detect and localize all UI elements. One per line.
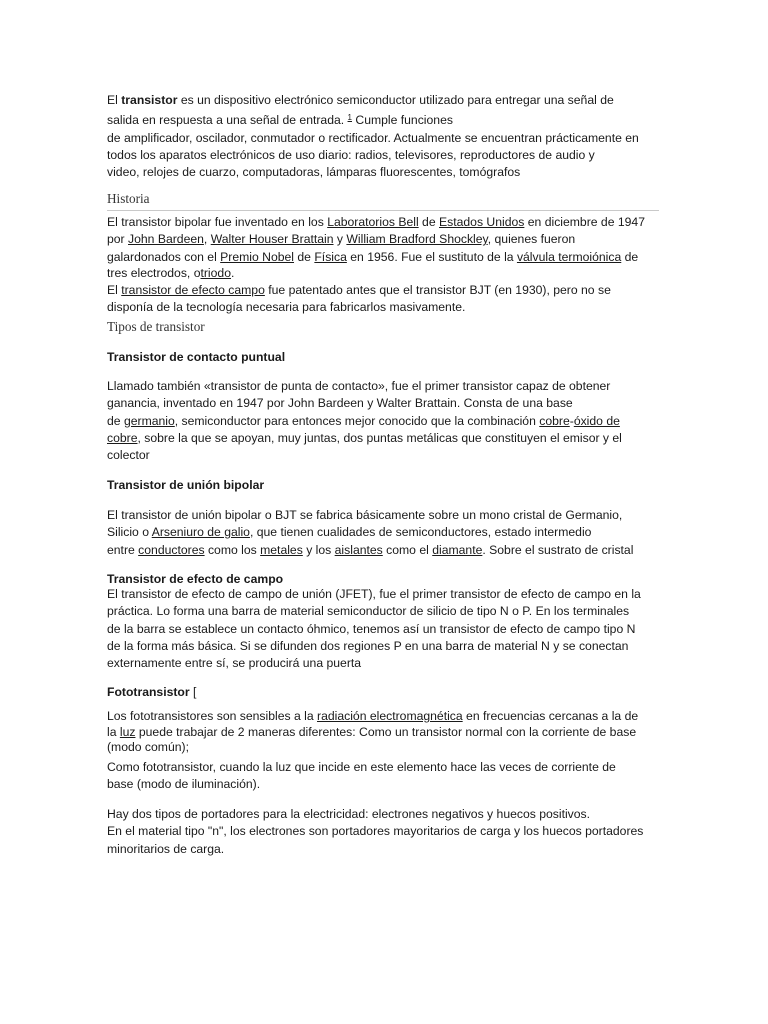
text: en 1956. Fue el sustituto de la xyxy=(346,249,517,264)
section-heading-historia: Historia xyxy=(107,191,659,211)
text: Los fototransistores son sensibles a la xyxy=(107,709,318,723)
text: , que tienen cualidades de semiconductores, estado intermedio xyxy=(249,525,592,540)
text: y xyxy=(333,232,347,247)
text: El transistor de unión bipolar o BJT se fabrica básicamente sobre un mono cristal de Germanio, xyxy=(107,508,623,522)
link-william-shockley[interactable]: William Bradford Shockley xyxy=(346,232,488,247)
text: fue patentado antes que el transistor BJT (en 1930), pero no se xyxy=(264,283,611,297)
text: tres electrodos, o xyxy=(107,265,201,280)
text: , semiconductor para entonces mejor conocido que la combinación xyxy=(174,413,540,428)
link-laboratorios-bell[interactable]: Laboratorios Bell xyxy=(327,215,419,229)
text: práctica. Lo forma una barra de material semiconductor de silicio de tipo N o P. En los terminales xyxy=(107,604,630,619)
link-john-bardeen[interactable]: John Bardeen xyxy=(128,232,204,247)
text: de xyxy=(294,249,315,264)
text: como los xyxy=(204,542,261,557)
text: , xyxy=(203,232,211,247)
text: en diciembre de 1947 xyxy=(524,215,645,229)
intro-text: El xyxy=(107,93,122,107)
text: de la forma más básica. Si se difunden dos regiones P en una barra de material N y se conectan xyxy=(107,638,629,653)
text: Hay dos tipos de portadores para la electricidad: electrones negativos y huecos positivos. xyxy=(107,807,591,821)
intro-term: transistor xyxy=(121,93,178,107)
text: (modo común); xyxy=(107,740,189,755)
subsection-title-fototransistor xyxy=(107,685,196,699)
text: externamente entre sí, se producirá una puerta xyxy=(107,656,362,671)
subsection-title-bipolar: Transistor de unión bipolar xyxy=(107,478,265,492)
link-radiacion-electromagnetica[interactable]: radiación electromagnética xyxy=(317,709,463,723)
link-aislantes[interactable]: aislantes xyxy=(334,542,383,557)
subsection-title-efecto-campo: Transistor de efecto de campo xyxy=(107,572,284,586)
link-diamante[interactable]: diamante xyxy=(432,542,483,557)
link-transistor-efecto-campo[interactable]: transistor de efecto campo xyxy=(121,283,265,297)
text: la xyxy=(107,725,120,740)
text: . xyxy=(230,265,235,280)
text: El transistor de efecto de campo de unión (JFET), fue el primer transistor de efecto de campo en la xyxy=(107,587,641,601)
edit-bracket: [ xyxy=(189,685,197,699)
intro-text: Cumple funciones xyxy=(352,113,453,128)
text: galardonados con el xyxy=(107,249,221,264)
text: , sobre la que se apoyan, muy juntas, dos puntas metálicas que constituyen el emisor y el xyxy=(137,430,622,445)
text: puede trabajar de 2 maneras diferentes: Como un transistor normal con la corriente de base xyxy=(135,725,637,740)
text: Como fototransistor, cuando la luz que incide en este elemento hace las veces de corriente de xyxy=(107,760,616,774)
text: El xyxy=(107,283,122,297)
link-germanio[interactable]: germanio xyxy=(123,413,175,428)
intro-text: es un dispositivo electrónico semiconductor utilizado para entregar una señal de xyxy=(177,93,614,107)
link-luz[interactable]: luz xyxy=(119,725,136,740)
link-premio-nobel[interactable]: Premio Nobel xyxy=(220,249,295,264)
efecto-campo-paragraph xyxy=(107,586,641,672)
text: de xyxy=(418,215,439,229)
link-triodo[interactable]: triodo xyxy=(200,265,231,280)
intro-text: salida en respuesta a una señal de entrada. xyxy=(107,113,348,128)
footnote-link[interactable]: 1 xyxy=(347,113,352,123)
text: colector xyxy=(107,448,150,463)
text: de xyxy=(621,249,639,264)
link-walter-brattain[interactable]: Walter Houser Brattain xyxy=(210,232,334,247)
link-cobre[interactable]: cobre xyxy=(539,413,570,428)
historia-paragraph-1 xyxy=(107,214,645,280)
link-valvula-termoionica[interactable]: válvula termoiónica xyxy=(516,249,622,264)
text: base (modo de iluminación). xyxy=(107,777,261,792)
section-heading-tipos: Tipos de transistor xyxy=(107,319,205,334)
fototransistor-title: Fototransistor xyxy=(107,685,190,699)
text: de la barra se establece un contacto óhmico, tenemos así un transistor de efecto de campo tipo N xyxy=(107,621,636,636)
intro-text: video, relojes de cuarzo, computadoras, lámparas fluorescentes, tomógrafos xyxy=(107,165,521,180)
text: por xyxy=(107,232,129,247)
subsection-title-contacto: Transistor de contacto puntual xyxy=(107,350,286,364)
text: y los xyxy=(302,542,335,557)
text: ganancia, inventado en 1947 por John Bardeen y Walter Brattain. Consta de una base xyxy=(107,396,573,411)
foto-paragraph-2 xyxy=(107,759,616,794)
link-metales[interactable]: metales xyxy=(260,542,303,557)
text: Llamado también «transistor de punta de contacto», fue el primer transistor capaz de obtener xyxy=(107,379,611,393)
text: en frecuencias cercanas a la de xyxy=(462,709,639,723)
historia-paragraph-2 xyxy=(107,282,611,317)
text: - xyxy=(569,413,574,428)
text: entre xyxy=(107,542,139,557)
foto-paragraph-1 xyxy=(107,708,638,755)
text: de xyxy=(107,413,124,428)
text: disponía de la tecnología necesaria para fabricarlos masivamente. xyxy=(107,300,466,315)
text: El transistor bipolar fue inventado en los xyxy=(107,215,328,229)
text: minoritarios de carga. xyxy=(107,841,225,856)
contacto-paragraph xyxy=(107,378,622,464)
text: como el xyxy=(382,542,433,557)
text: , quienes fueron xyxy=(487,232,576,247)
text: Silicio o xyxy=(107,525,152,540)
link-estados-unidos[interactable]: Estados Unidos xyxy=(439,215,525,229)
link-arseniuro-de-galio[interactable]: Arseniuro de galio xyxy=(151,525,250,540)
bipolar-paragraph xyxy=(107,507,633,559)
text: . Sobre el sustrato de cristal xyxy=(482,542,634,557)
link-oxido-de-cobre-cont[interactable]: cobre xyxy=(107,430,138,445)
link-oxido-de-cobre[interactable]: óxido de xyxy=(573,413,620,428)
foto-paragraph-3 xyxy=(107,806,643,858)
text: En el material tipo "n", los electrones son portadores mayoritarios de carga y los huecos portadores xyxy=(107,824,644,839)
intro-paragraph xyxy=(107,92,639,181)
intro-text: todos los aparatos electrónicos de uso diario: radios, televisores, reproductores de audio y xyxy=(107,147,595,162)
intro-text: de amplificador, oscilador, conmutador o rectificador. Actualmente se encuentran prácticamente en xyxy=(107,130,639,145)
link-fisica[interactable]: Física xyxy=(314,249,347,264)
link-conductores[interactable]: conductores xyxy=(138,542,205,557)
